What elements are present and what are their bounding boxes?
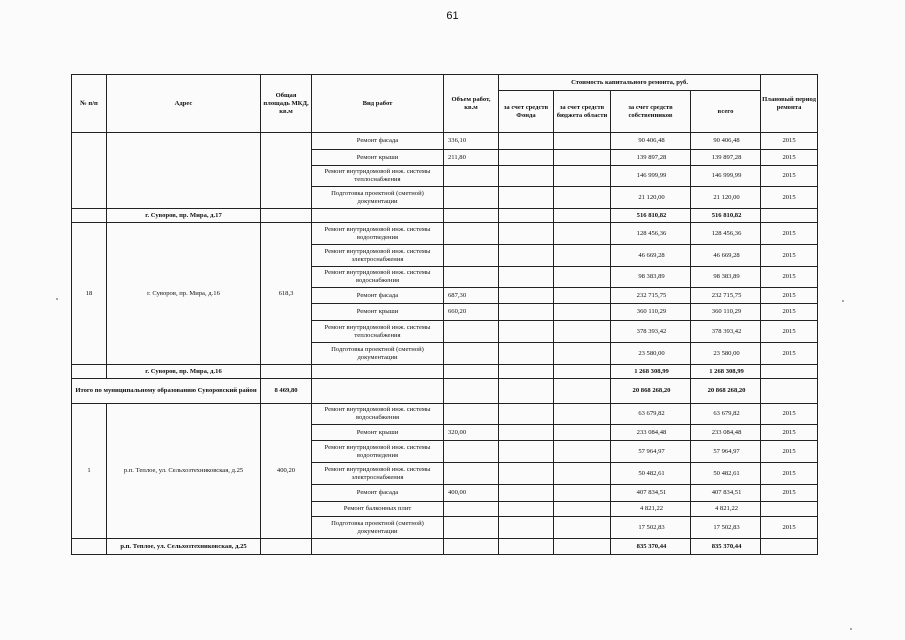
header-owners: за счет средств собственников [611,91,691,133]
owners-cell: 63 679,82 [611,404,691,425]
region-cell [554,539,611,555]
area-cell: 400,20 [261,404,312,539]
region-cell [554,304,611,321]
volume-cell: 211,80 [444,150,499,166]
total-cell: 378 393,42 [691,321,761,343]
header-work: Вид работ [312,75,444,133]
total-cell: 90 406,48 [691,133,761,150]
region-cell [554,321,611,343]
num-cell: 18 [72,223,107,365]
volume-cell [444,166,499,187]
region-cell [554,267,611,288]
total-cell: 23 580,00 [691,343,761,365]
region-cell [554,223,611,245]
volume-cell: 687,30 [444,288,499,304]
work-cell: Ремонт фасада [312,133,444,150]
owners-cell: 128 456,36 [611,223,691,245]
capital-repair-table [71,74,818,555]
work-cell: Ремонт балконных плит [312,502,444,517]
district-total-area: 8 469,80 [261,379,312,404]
fund-cell [499,343,554,365]
header-area: Общая площадь МКД, кв.м [261,75,312,133]
region-cell [554,441,611,463]
fund-cell [499,133,554,150]
total-cell: 21 120,00 [691,187,761,209]
fund-cell [499,150,554,166]
owners-cell: 233 084,48 [611,425,691,441]
work-cell: Ремонт фасада [312,288,444,304]
district-total-total: 20 868 268,20 [691,379,761,404]
period-cell: 2015 [761,245,818,267]
work-cell: Ремонт внутридомовой инж. системы водоснабжения [312,404,444,425]
work-cell: Подготовка проектной (сметной) документации [312,343,444,365]
area-cell: 618,3 [261,223,312,365]
owners-cell: 378 393,42 [611,321,691,343]
volume-cell [444,404,499,425]
owners-cell: 139 897,28 [611,150,691,166]
subtotal-owners: 516 810,82 [611,209,691,223]
period-cell: 2015 [761,404,818,425]
period-cell: 2015 [761,321,818,343]
subtotal-label: г. Суворов, пр. Мира, д.17 [107,209,261,223]
period-cell: 2015 [761,187,818,209]
table-row [72,223,818,245]
volume-cell [444,539,499,555]
district-total-label: Итого по муниципальному образованию Суворовский район [72,379,261,404]
region-cell [554,209,611,223]
fund-cell [499,502,554,517]
work-cell: Ремонт крыши [312,150,444,166]
fund-cell [499,245,554,267]
region-cell [554,288,611,304]
fund-cell [499,379,554,404]
region-cell [554,502,611,517]
total-cell: 50 482,61 [691,463,761,485]
owners-cell: 360 110,29 [611,304,691,321]
volume-cell: 660,20 [444,304,499,321]
fund-cell [499,288,554,304]
region-cell [554,187,611,209]
fund-cell [499,539,554,555]
work-cell: Подготовка проектной (сметной) документации [312,517,444,539]
fund-cell [499,209,554,223]
fund-cell [499,517,554,539]
table-row [72,133,818,150]
num-cell [72,539,107,555]
volume-cell [444,379,499,404]
subtotal-label: г. Суворов, пр. Мира, д.16 [107,365,261,379]
work-cell: Ремонт фасада [312,485,444,502]
address-cell: р.п. Теплое, ул. Сельхозтехниковская, д.25 [107,404,261,539]
volume-cell [444,517,499,539]
period-cell: 2015 [761,288,818,304]
fund-cell [499,267,554,288]
fund-cell [499,463,554,485]
work-cell: Ремонт крыши [312,304,444,321]
subtotal-total: 1 268 308,99 [691,365,761,379]
area-cell [261,539,312,555]
volume-cell: 320,00 [444,425,499,441]
region-cell [554,245,611,267]
total-cell: 360 110,29 [691,304,761,321]
scan-speck [842,300,844,302]
fund-cell [499,166,554,187]
owners-cell: 232 715,75 [611,288,691,304]
num-cell [72,365,107,379]
period-cell [761,209,818,223]
region-cell [554,379,611,404]
header-cost-group: Стоимость капитального ремонта, руб. [499,75,761,91]
period-cell: 2015 [761,517,818,539]
total-cell: 63 679,82 [691,404,761,425]
area-cell [261,365,312,379]
scan-speck [850,628,852,630]
period-cell: 2015 [761,223,818,245]
owners-cell: 407 834,51 [611,485,691,502]
address-cell [107,133,261,209]
region-cell [554,133,611,150]
volume-cell [444,267,499,288]
total-cell: 232 715,75 [691,288,761,304]
subtotal-owners: 1 268 308,99 [611,365,691,379]
period-cell: 2015 [761,267,818,288]
region-cell [554,343,611,365]
header-row-1 [72,75,818,91]
work-cell: Ремонт крыши [312,425,444,441]
period-cell: 2015 [761,150,818,166]
volume-cell [444,223,499,245]
table-row [72,404,818,425]
subtotal-label: р.п. Теплое, ул. Сельхозтехниковская, д.25 [107,539,261,555]
owners-cell: 98 383,89 [611,267,691,288]
total-cell: 407 834,51 [691,485,761,502]
page-number: 61 [446,10,459,22]
work-cell [312,539,444,555]
fund-cell [499,441,554,463]
volume-cell [444,463,499,485]
fund-cell [499,404,554,425]
volume-cell [444,365,499,379]
region-cell [554,463,611,485]
period-cell: 2015 [761,485,818,502]
period-cell [761,539,818,555]
work-cell: Ремонт внутридомовой инж. системы теплоснабжения [312,166,444,187]
work-cell: Ремонт внутридомовой инж. системы электроснабжения [312,463,444,485]
header-region: за счет средств бюджета области [554,91,611,133]
fund-cell [499,425,554,441]
work-cell: Ремонт внутридомовой инж. системы электроснабжения [312,245,444,267]
owners-cell: 146 999,99 [611,166,691,187]
volume-cell: 336,10 [444,133,499,150]
total-cell: 17 502,83 [691,517,761,539]
volume-cell [444,187,499,209]
region-cell [554,517,611,539]
subtotal-row [72,365,818,379]
region-cell [554,425,611,441]
area-cell [261,133,312,209]
area-cell [261,209,312,223]
work-cell: Ремонт внутридомовой инж. системы водоотведения [312,223,444,245]
volume-cell [444,321,499,343]
district-total-owners: 20 868 268,20 [611,379,691,404]
owners-cell: 21 120,00 [611,187,691,209]
fund-cell [499,321,554,343]
header-total: всего [691,91,761,133]
header-fund: за счет средств Фонда [499,91,554,133]
num-cell: 1 [72,404,107,539]
work-cell: Подготовка проектной (сметной) документации [312,187,444,209]
fund-cell [499,304,554,321]
total-cell: 128 456,36 [691,223,761,245]
subtotal-total: 835 370,44 [691,539,761,555]
period-cell: 2015 [761,166,818,187]
region-cell [554,166,611,187]
address-cell: г. Суворов, пр. Мира, д.16 [107,223,261,365]
header-volume: Объем работ, кв.м [444,75,499,133]
volume-cell [444,245,499,267]
period-cell [761,502,818,517]
work-cell [312,209,444,223]
total-cell: 233 084,48 [691,425,761,441]
work-cell: Ремонт внутридомовой инж. системы теплоснабжения [312,321,444,343]
period-cell: 2015 [761,425,818,441]
total-cell: 146 999,99 [691,166,761,187]
period-cell: 2015 [761,463,818,485]
owners-cell: 57 964,97 [611,441,691,463]
owners-cell: 23 580,00 [611,343,691,365]
region-cell [554,150,611,166]
header-num: № п/п [72,75,107,133]
num-cell [72,209,107,223]
owners-cell: 46 669,28 [611,245,691,267]
period-cell: 2015 [761,441,818,463]
region-cell [554,485,611,502]
volume-cell: 400,00 [444,485,499,502]
period-cell: 2015 [761,133,818,150]
owners-cell: 90 406,48 [611,133,691,150]
subtotal-row [72,539,818,555]
period-cell: 2015 [761,343,818,365]
owners-cell: 4 821,22 [611,502,691,517]
period-cell [761,379,818,404]
work-cell [312,379,444,404]
scan-speck [56,298,58,300]
period-cell [761,365,818,379]
fund-cell [499,485,554,502]
subtotal-row [72,209,818,223]
region-cell [554,365,611,379]
volume-cell [444,209,499,223]
header-period: Плановый период ремонта [761,75,818,133]
volume-cell [444,441,499,463]
fund-cell [499,223,554,245]
total-cell: 139 897,28 [691,150,761,166]
total-cell: 46 669,28 [691,245,761,267]
num-cell [72,133,107,209]
volume-cell [444,343,499,365]
subtotal-total: 516 810,82 [691,209,761,223]
total-cell: 4 821,22 [691,502,761,517]
fund-cell [499,365,554,379]
subtotal-owners: 835 370,44 [611,539,691,555]
region-cell [554,404,611,425]
owners-cell: 50 482,61 [611,463,691,485]
work-cell [312,365,444,379]
volume-cell [444,502,499,517]
work-cell: Ремонт внутридомовой инж. системы водоснабжения [312,267,444,288]
work-cell: Ремонт внутридомовой инж. системы водоотведения [312,441,444,463]
total-cell: 57 964,97 [691,441,761,463]
total-cell: 98 383,89 [691,267,761,288]
fund-cell [499,187,554,209]
district-total-row [72,379,818,404]
header-address: Адрес [107,75,261,133]
period-cell: 2015 [761,304,818,321]
owners-cell: 17 502,83 [611,517,691,539]
